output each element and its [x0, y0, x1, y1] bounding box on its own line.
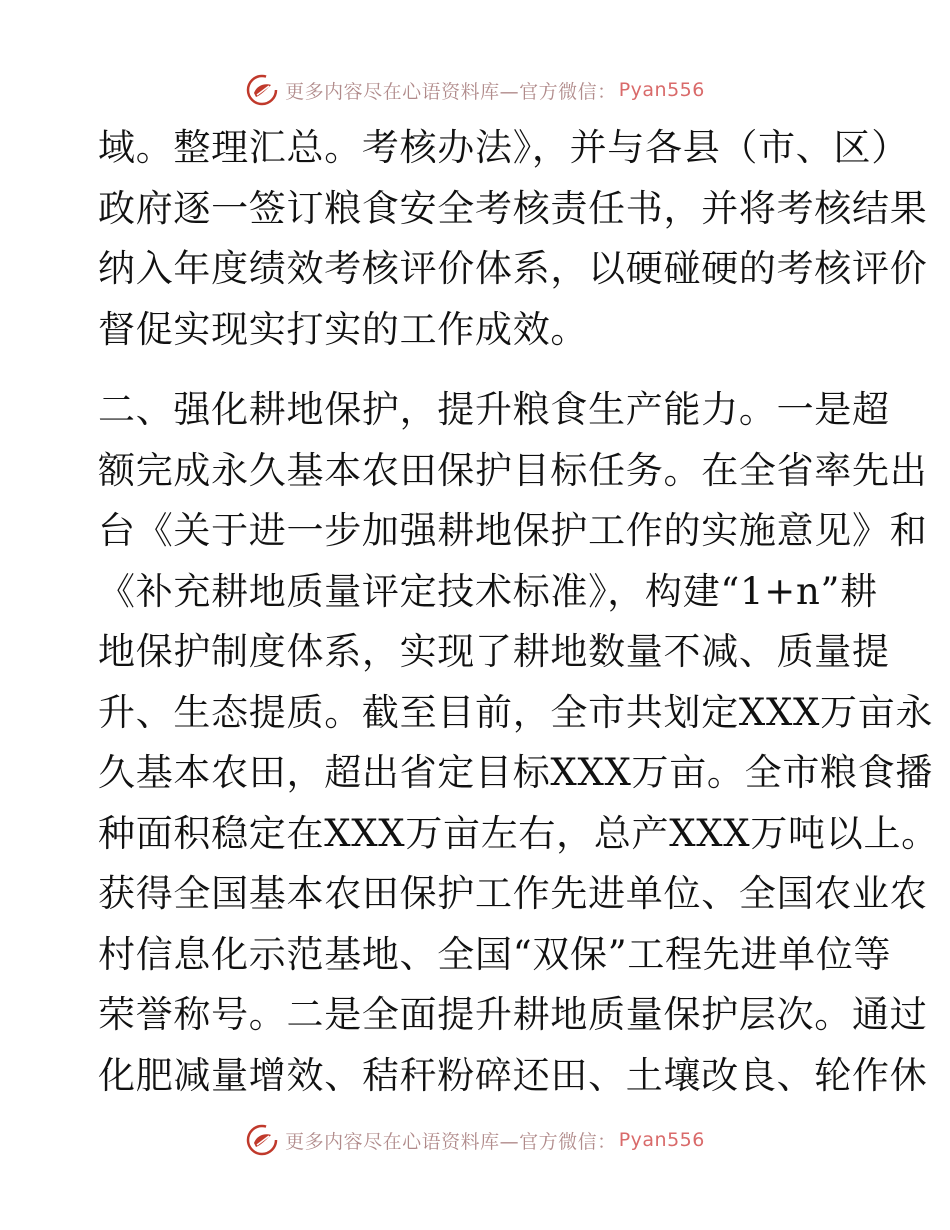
paragraph-gap	[98, 360, 858, 380]
text-line: 久基本农田，超出省定目标XXX万亩。全市粮食播	[98, 751, 934, 794]
paragraph-2	[98, 380, 939, 1106]
watermark-separator: —官方微信：	[499, 1130, 617, 1153]
watermark-separator: —官方微信：	[499, 80, 617, 103]
watermark-text: 更多内容尽在心语资料库	[285, 80, 500, 103]
text-line: 督促实现实打实的工作成效。	[98, 307, 589, 351]
text-line: 额完成永久基本农田保护目标任务。在全省率先出	[98, 448, 928, 492]
text-line: 域。整理汇总。考核办法》，并与各县（市、区）	[98, 126, 909, 169]
paragraph-1	[98, 118, 928, 360]
header-watermark	[0, 70, 950, 110]
text-line: 荣誉称号。二是全面提升耕地质量保护层次。通过	[98, 993, 928, 1036]
watermark-account: Pyan556	[618, 79, 705, 101]
text-line: 政府逐一签订粮食安全考核责任书，并将考核结果	[98, 186, 928, 230]
text-line: 村信息化示范基地、全国“双保”工程先进单位等	[98, 932, 892, 976]
document-body	[98, 118, 939, 1106]
text-line: 获得全国基本农田保护工作先进单位、全国农业农	[98, 872, 928, 915]
text-line: 升、生态提质。截至目前，全市共划定XXX万亩永	[98, 690, 934, 734]
text-line: 《补充耕地质量评定技术标准》，构建“1+n”耕	[98, 569, 878, 613]
text-line: 地保护制度体系，实现了耕地数量不减、质量提	[98, 630, 890, 673]
red-scroll-logo-icon	[245, 1123, 279, 1157]
watermark-text: 更多内容尽在心语资料库	[285, 1130, 500, 1153]
text-line: 二、强化耕地保护，提升粮食生产能力。一是超	[98, 388, 890, 431]
text-line: 化肥减量增效、秸秆粉碎还田、土壤改良、轮作休	[98, 1053, 928, 1097]
text-line: 台《关于进一步加强耕地保护工作的实施意见》和	[98, 509, 928, 552]
watermark-account: Pyan556	[618, 1129, 705, 1151]
footer-watermark	[0, 1120, 950, 1160]
red-scroll-logo-icon	[245, 73, 279, 107]
text-line: 纳入年度绩效考核评价体系，以硬碰硬的考核评价	[98, 247, 928, 290]
text-line: 种面积稳定在XXX万亩左右，总产XXX万吨以上。	[98, 811, 939, 855]
